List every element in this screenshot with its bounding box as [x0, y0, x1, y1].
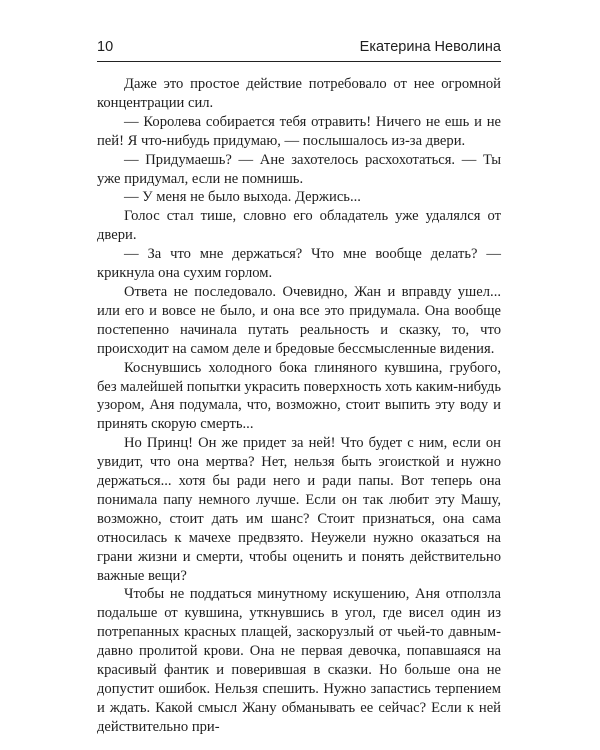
paragraph: — Королева собирается тебя отравить! Ничего не ешь и не пей! Я что-нибудь придумаю, — послышалось из-за двери.	[97, 113, 501, 149]
paragraph: — За что мне держаться? Что мне вообще делать? — крикнула она сухим горлом.	[97, 246, 501, 282]
paragraph: Даже это простое действие потребовало от нее огромной концентрации сил.	[97, 76, 501, 111]
paragraph: Коснувшись холодного бока глиняного кувшина, грубого, без малейшей попытки украсить поверхность хоть каким-нибудь узором, Аня подумала, что, возможно, стоит выпить эту воду и принять скорую смерть...	[97, 359, 501, 433]
running-header	[97, 38, 501, 62]
body-text	[97, 75, 501, 737]
paragraph: Чтобы не поддаться минутному искушению, Аня отползла подальше от кувшина, уткнувшись в угол, где висел один из потрепанных красных плащей, заскорузлый от чьей-то давным-давно пролитой крови. Она не первая девочка, попавшаяся на красивый фантик и поверившая в сказки. Но больше она не допустит ошибок. Нельзя спешить. Нужно запастись терпением и ждать. Какой смысл Жану обманывать ее сейчас? Если к ней действительно при-	[97, 586, 501, 735]
book-page	[97, 38, 501, 737]
paragraph: — Придумаешь? — Ане захотелось расхохотаться. — Ты уже придумал, если не помнишь.	[97, 151, 501, 187]
author-name: Екатерина Неволина	[359, 39, 501, 55]
paragraph: Ответа не последовало. Очевидно, Жан и вправду ушел... или его и вовсе не было, и она все это придумала. Она вообще постепенно начинала путать реальность и сказку, то, что происходит на самом деле и бредовые бессмысленные видения.	[97, 283, 501, 357]
paragraph: Но Принц! Он же придет за ней! Что будет с ним, если он увидит, что она мертва? Нет, нельзя быть эгоисткой и нужно держаться... хотя бы ради него и ради папы. Вот теперь она понимала папу немного лучше. Если он так любит эту Машу, возможно, стоит дать им шанс? Стоит признаться, она сама относилась к мачехе предвзято. Неужели нужно оказаться на грани жизни и смерти, чтобы оценить и понять действительно важные вещи?	[97, 435, 501, 584]
page-number: 10	[97, 39, 114, 55]
paragraph: — У меня не было выхода. Держись...	[124, 189, 361, 206]
paragraph: Голос стал тише, словно его обладатель уже удалялся от двери.	[97, 208, 501, 244]
